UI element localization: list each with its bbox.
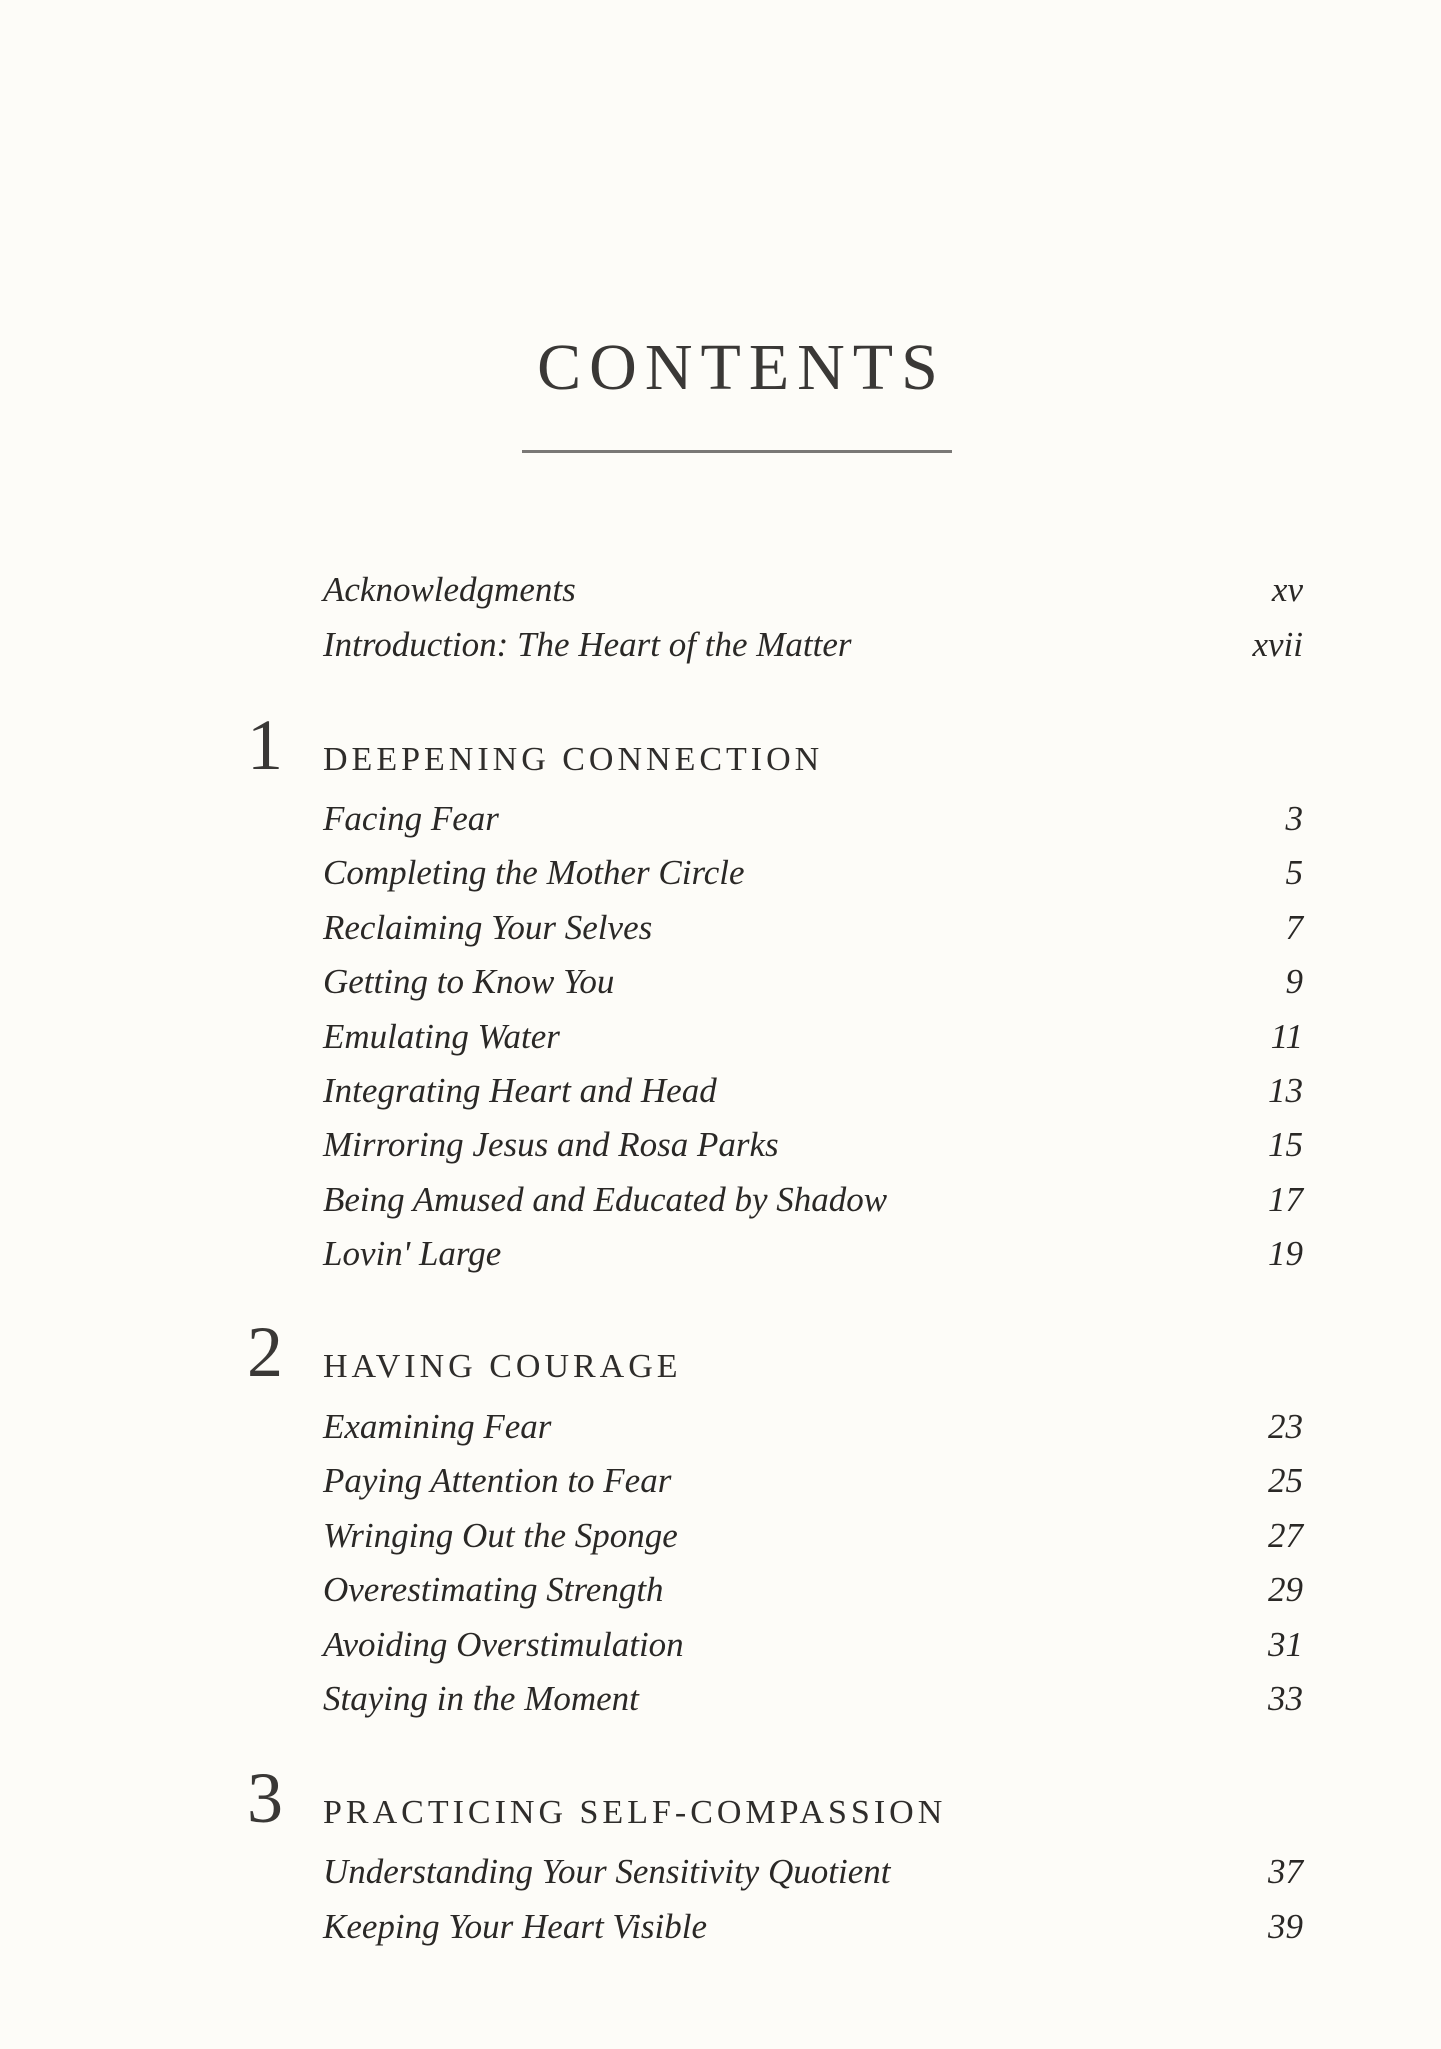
toc-entry-label: Completing the Mother Circle xyxy=(323,853,745,892)
toc-entry-page: 7 xyxy=(1285,908,1303,947)
toc-entry-label: Emulating Water xyxy=(323,1017,560,1056)
toc-entry[interactable] xyxy=(323,1402,1303,1452)
toc-entry[interactable] xyxy=(323,1229,1303,1279)
toc-entry[interactable] xyxy=(323,1511,1303,1561)
toc-entry-page: 39 xyxy=(1268,1907,1303,1946)
page-title: CONTENTS xyxy=(537,331,946,404)
toc-entry-page: xv xyxy=(1271,570,1303,609)
toc-entry-page: 27 xyxy=(1268,1516,1303,1555)
toc-entry-page: 13 xyxy=(1268,1071,1303,1110)
toc-entry-label: Examining Fear xyxy=(323,1407,552,1446)
part-number: 1 xyxy=(247,705,283,785)
toc-entry[interactable] xyxy=(323,1175,1303,1225)
toc-entry-label: Introduction: The Heart of the Matter xyxy=(323,625,852,664)
toc-entry[interactable] xyxy=(323,1456,1303,1506)
toc-entry-label: Mirroring Jesus and Rosa Parks xyxy=(323,1125,779,1164)
toc-entry[interactable] xyxy=(323,903,1303,953)
part-heading[interactable] xyxy=(230,1312,1280,1402)
toc-entry-page: 15 xyxy=(1268,1125,1303,1164)
part-title: PRACTICING SELF-COMPASSION xyxy=(323,1794,947,1831)
toc-entry[interactable] xyxy=(323,1902,1303,1952)
toc-entry-page: 37 xyxy=(1268,1852,1303,1891)
toc-entry-page: 11 xyxy=(1270,1017,1303,1056)
toc-entry[interactable] xyxy=(323,957,1303,1007)
toc-entry-label: Wringing Out the Sponge xyxy=(323,1516,678,1555)
toc-entry-page: 9 xyxy=(1285,962,1303,1001)
toc-entry[interactable] xyxy=(323,1847,1303,1897)
toc-entry[interactable] xyxy=(323,1066,1303,1116)
toc-entry[interactable] xyxy=(323,1674,1303,1724)
toc-entry-label: Keeping Your Heart Visible xyxy=(323,1907,708,1946)
toc-entry-label: Facing Fear xyxy=(323,799,499,838)
toc-entry[interactable] xyxy=(323,565,1303,615)
part-heading[interactable] xyxy=(230,1758,1280,1848)
toc-entry-label: Understanding Your Sensitivity Quotient xyxy=(323,1852,891,1891)
part-number: 3 xyxy=(247,1758,283,1838)
toc-entry-page: xvii xyxy=(1252,625,1303,664)
toc-entry-page: 5 xyxy=(1285,853,1303,892)
toc-entry[interactable] xyxy=(323,794,1303,844)
toc-entry-page: 17 xyxy=(1268,1180,1303,1219)
toc-entry-label: Being Amused and Educated by Shadow xyxy=(323,1180,888,1219)
toc-entry[interactable] xyxy=(323,620,1303,670)
toc-entry-label: Getting to Know You xyxy=(323,962,615,1001)
toc-entry-page: 19 xyxy=(1268,1234,1303,1273)
toc-entry-label: Staying in the Moment xyxy=(323,1679,639,1718)
toc-entry[interactable] xyxy=(323,1120,1303,1170)
toc-entry[interactable] xyxy=(323,848,1303,898)
toc-entry-page: 29 xyxy=(1268,1570,1303,1609)
toc-entry-label: Integrating Heart and Head xyxy=(323,1071,717,1110)
part-title: DEEPENING CONNECTION xyxy=(323,741,824,778)
toc-entry-page: 3 xyxy=(1285,799,1303,838)
toc-entry-label: Lovin' Large xyxy=(323,1234,502,1273)
part-number: 2 xyxy=(247,1312,283,1392)
toc-entry[interactable] xyxy=(323,1565,1303,1615)
toc-entry-label: Acknowledgments xyxy=(323,570,576,609)
toc-entry-page: 25 xyxy=(1268,1461,1303,1500)
toc-entry-label: Overestimating Strength xyxy=(323,1570,664,1609)
toc-entry-page: 31 xyxy=(1268,1625,1303,1664)
toc-entry[interactable] xyxy=(323,1620,1303,1670)
toc-entry-label: Avoiding Overstimulation xyxy=(323,1625,684,1664)
toc-entry-label: Paying Attention to Fear xyxy=(323,1461,672,1500)
toc-entry-label: Reclaiming Your Selves xyxy=(323,908,653,947)
part-heading[interactable] xyxy=(230,705,1280,795)
toc-entry-page: 23 xyxy=(1268,1407,1303,1446)
toc-entry[interactable] xyxy=(323,1012,1303,1062)
part-title: HAVING COURAGE xyxy=(323,1348,682,1385)
toc-entry-page: 33 xyxy=(1268,1679,1303,1718)
